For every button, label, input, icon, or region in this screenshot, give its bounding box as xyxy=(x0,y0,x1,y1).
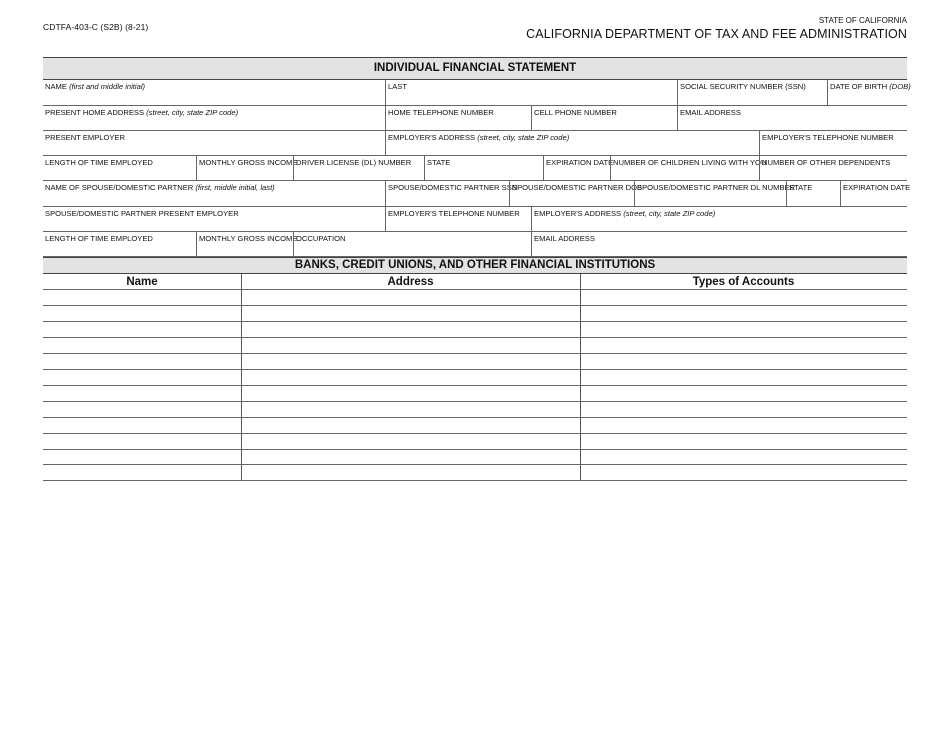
field-spouse-employer[interactable] xyxy=(43,207,385,231)
field-label: EMAIL ADDRESS xyxy=(534,234,595,243)
field-home-address[interactable] xyxy=(43,106,385,130)
field-hint: (street, city, state ZIP code) xyxy=(146,108,239,117)
field-label: DATE OF BIRTH xyxy=(830,82,888,91)
field-label: OCCUPATION xyxy=(296,234,346,243)
section-title-text: INDIVIDUAL FINANCIAL STATEMENT xyxy=(373,62,577,74)
field-spouse-monthly-income[interactable] xyxy=(196,232,298,256)
field-label: HOME TELEPHONE NUMBER xyxy=(388,108,494,117)
field-label: LAST xyxy=(388,82,407,91)
field-label: PRESENT HOME ADDRESS xyxy=(45,108,145,117)
field-label: NAME OF SPOUSE/DOMESTIC PARTNER xyxy=(45,183,194,192)
field-children[interactable] xyxy=(610,156,767,180)
field-length-employed[interactable] xyxy=(43,156,196,180)
table-row-line xyxy=(43,464,907,465)
table-row-line xyxy=(43,449,907,450)
field-spouse-length-employed[interactable] xyxy=(43,232,196,256)
field-label: EMPLOYER'S ADDRESS xyxy=(534,209,622,218)
form-row-name xyxy=(43,80,911,106)
table-row-line xyxy=(43,337,907,338)
form-row-address xyxy=(43,106,907,131)
form-row-spouse xyxy=(43,181,911,207)
field-label: MONTHLY GROSS INCOME xyxy=(199,234,298,243)
field-spouse-employer-address[interactable] xyxy=(531,207,907,231)
field-monthly-income[interactable] xyxy=(196,156,298,180)
table-row-line xyxy=(43,433,907,434)
column-header-types: Types of Accounts xyxy=(692,276,795,288)
field-label: CELL PHONE NUMBER xyxy=(534,108,617,117)
field-spouse-occupation[interactable] xyxy=(293,232,531,256)
column-header-address: Address xyxy=(387,276,434,288)
table-row-line xyxy=(43,385,907,386)
field-label: MONTHLY GROSS INCOME xyxy=(199,158,298,167)
field-label: PRESENT EMPLOYER xyxy=(45,133,126,142)
field-spouse-ssn[interactable] xyxy=(385,181,518,206)
field-spouse-dl[interactable] xyxy=(634,181,796,206)
field-dob[interactable] xyxy=(827,80,911,105)
field-spouse-email[interactable] xyxy=(531,232,907,256)
table-row-line xyxy=(43,353,907,354)
field-label: EXPIRATION DATE xyxy=(546,158,614,167)
field-label: EMAIL ADDRESS xyxy=(680,108,741,117)
field-label: STATE xyxy=(789,183,813,192)
table-row-line xyxy=(43,305,907,306)
state-label: STATE OF CALIFORNIA xyxy=(818,16,907,25)
field-dependents[interactable] xyxy=(759,156,907,180)
form-row-employer xyxy=(43,131,907,156)
field-spouse-dl-expiration[interactable] xyxy=(840,181,911,206)
field-label: LENGTH OF TIME EMPLOYED xyxy=(45,158,153,167)
field-ssn[interactable] xyxy=(677,80,827,105)
table-row-line xyxy=(43,289,907,290)
table-row-line xyxy=(43,369,907,370)
field-spouse-dl-state[interactable] xyxy=(786,181,840,206)
field-dl-state[interactable] xyxy=(424,156,543,180)
field-label: SPOUSE/DOMESTIC PARTNER DL NUMBER xyxy=(637,183,796,192)
field-label: EMPLOYER'S TELEPHONE NUMBER xyxy=(388,209,520,218)
form-row-spouse-employment xyxy=(43,232,907,257)
field-label: EMPLOYER'S TELEPHONE NUMBER xyxy=(762,133,894,142)
table-row-line xyxy=(43,480,907,481)
field-email[interactable] xyxy=(677,106,907,130)
field-label: NAME xyxy=(45,82,67,91)
table-row-line xyxy=(43,417,907,418)
field-hint: (first and middle initial) xyxy=(69,82,146,91)
field-label: NUMBER OF CHILDREN LIVING WITH YOU xyxy=(613,158,767,167)
field-label: LENGTH OF TIME EMPLOYED xyxy=(45,234,153,243)
field-hint: (SSN) xyxy=(785,82,806,91)
section-title-text: BANKS, CREDIT UNIONS, AND OTHER FINANCIAL INSTITUTIONS xyxy=(294,259,656,271)
field-label: SPOUSE/DOMESTIC PARTNER PRESENT EMPLOYER xyxy=(45,209,239,218)
field-label: NUMBER OF OTHER DEPENDENTS xyxy=(762,158,891,167)
field-hint: (street, city, state ZIP code) xyxy=(623,209,716,218)
section-title-individual xyxy=(43,57,907,80)
field-spouse-employer-phone[interactable] xyxy=(385,207,531,231)
form-number: CDTFA-403-C (S2B) (8-21) xyxy=(43,22,149,32)
field-home-phone[interactable] xyxy=(385,106,531,130)
table-row-line xyxy=(43,401,907,402)
field-hint: (DOB) xyxy=(889,82,911,91)
section-title-banks xyxy=(43,257,907,274)
field-hint: (street, city, state ZIP code) xyxy=(477,133,570,142)
field-last-name[interactable] xyxy=(385,80,677,105)
field-first-name[interactable] xyxy=(43,80,385,105)
field-dl-number[interactable] xyxy=(293,156,424,180)
column-header-name: Name xyxy=(126,276,158,288)
field-label: SOCIAL SECURITY NUMBER xyxy=(680,82,783,91)
field-employer-address[interactable] xyxy=(385,131,759,155)
field-spouse-name[interactable] xyxy=(43,181,385,206)
field-cell-phone[interactable] xyxy=(531,106,677,130)
field-label: DRIVER LICENSE (DL) NUMBER xyxy=(296,158,412,167)
field-spouse-dob[interactable] xyxy=(509,181,643,206)
field-present-employer[interactable] xyxy=(43,131,385,155)
field-label: EXPIRATION DATE xyxy=(843,183,911,192)
table-row-line xyxy=(43,321,907,322)
field-label: EMPLOYER'S ADDRESS xyxy=(388,133,476,142)
field-dl-expiration[interactable] xyxy=(543,156,614,180)
field-label: SPOUSE/DOMESTIC PARTNER DOB xyxy=(512,183,643,192)
field-label: STATE xyxy=(427,158,451,167)
field-hint: (first, middle initial, last) xyxy=(195,183,275,192)
form-row-employment xyxy=(43,156,907,181)
field-label: SPOUSE/DOMESTIC PARTNER SSN xyxy=(388,183,518,192)
agency-name: CALIFORNIA DEPARTMENT OF TAX AND FEE ADMINISTRATION xyxy=(526,27,907,41)
field-employer-phone[interactable] xyxy=(759,131,907,155)
form-row-spouse-employer xyxy=(43,207,907,232)
